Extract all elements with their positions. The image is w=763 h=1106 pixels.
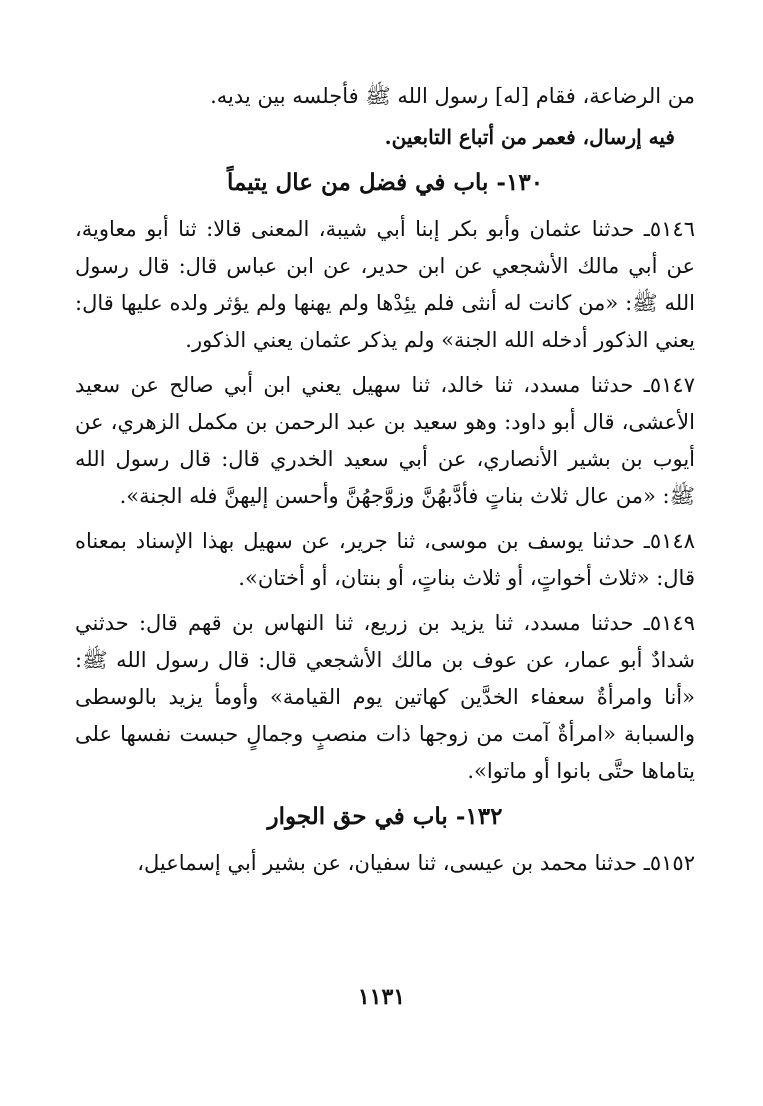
hadith-5152: ٥١٥٢ـ حدثنا محمد بن عيسى، ثنا سفيان، عن بشير أبي إسماعيل،	[137, 851, 695, 875]
intro-paragraph: من الرضاعة، فقام [له] رسول الله ﷺ فأجلسه بين يديه.	[210, 84, 695, 108]
hadith-5147: ٥١٤٧ـ حدثنا مسدد، ثنا خالد، ثنا سهيل يعني ابن أبي صالح عن سعيد الأعشى، قال أبو داود: وهو سعيد بن عبد الرحمن بن مكمل الزهري، عن أيوب بن بشير الأنصاري، عن أبي سعيد الخدري قال: قال رسول الله ﷺ: «من عال ثلاث بناتٍ فأدَّبهُنَّ وزوَّجهُنَّ وأحسن إليهنَّ فله الجنة».	[75, 373, 695, 508]
chapter-heading-132: ١٣٢- باب في حق الجوار	[267, 803, 503, 830]
chain-note: فيه إرسال، فعمر من أتباع التابعين.	[384, 125, 675, 149]
page-number: ١١٣١	[357, 984, 406, 1010]
hadith-5146: ٥١٤٦ـ حدثنا عثمان وأبو بكر إبنا أبي شيبة، المعنى قالا: ثنا أبو معاوية، عن أبي مالك الأشجعي عن ابن حدير، عن ابن عباس قال: قال رسول الله ﷺ: «من كانت له أنثى فلم يئِدْها ولم يهنها ولم يؤثر ولده عليها قال: يعني الذكور أدخله الله الجنة» ولم يذكر عثمان يعني الذكور.	[75, 217, 695, 352]
chapter-heading-130: ١٣٠- باب في فضل من عال يتيماً	[226, 169, 544, 196]
hadith-5149: ٥١٤٩ـ حدثنا مسدد، ثنا يزيد بن زريع، ثنا النهاس بن قهم قال: حدثني شدادٌ أبو عمار، عن عوف بن مالك الأشجعي قال: قال رسول الله ﷺ: «أنا وامرأةٌ سعفاء الخدَّين كهاتين يوم القيامة» وأومأ يزيد بالوسطى والسبابة «امرأةٌ آمت من زوجها ذات منصبٍ وجمالٍ حبست نفسها على يتاماها حتَّى بانوا أو ماتوا».	[75, 611, 695, 783]
hadith-5148: ٥١٤٨ـ حدثنا يوسف بن موسى، ثنا جرير، عن سهيل بهذا الإسناد بمعناه قال: «ثلاث أخواتٍ، أو ثلاث بناتٍ، أو بنتان، أو أختان».	[75, 529, 695, 590]
page-body	[75, 78, 695, 882]
